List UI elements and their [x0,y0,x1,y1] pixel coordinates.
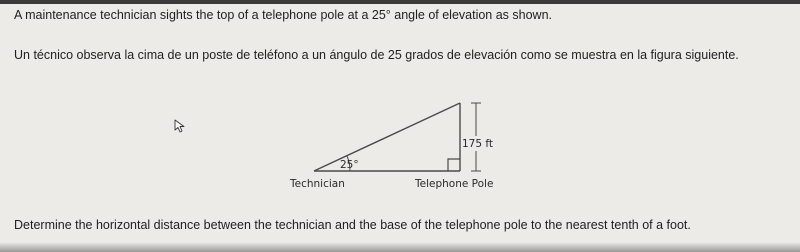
mouse-pointer-icon [174,119,186,133]
question-text-english: A maintenance technician sights the top of a telephone pole at a 25° angle of elevation as shown. [14,8,553,22]
technician-label: Technician [290,178,345,190]
height-label: 175 ft [462,138,494,150]
angle-label: 25° [340,159,359,171]
question-prompt: Determine the horizontal distance between the technician and the base of the telephone pole to the nearest tenth of a foot. [14,218,691,232]
question-text-spanish: Un técnico observa la cima de un poste de teléfono a un ángulo de 25 grados de elevación como se muestra en la figura siguiente. [14,48,739,62]
bottom-edge-shadow [0,242,800,252]
telephone-pole-label: Telephone Pole [415,178,494,190]
line-of-sight [314,103,460,171]
right-angle-marker [448,159,460,171]
